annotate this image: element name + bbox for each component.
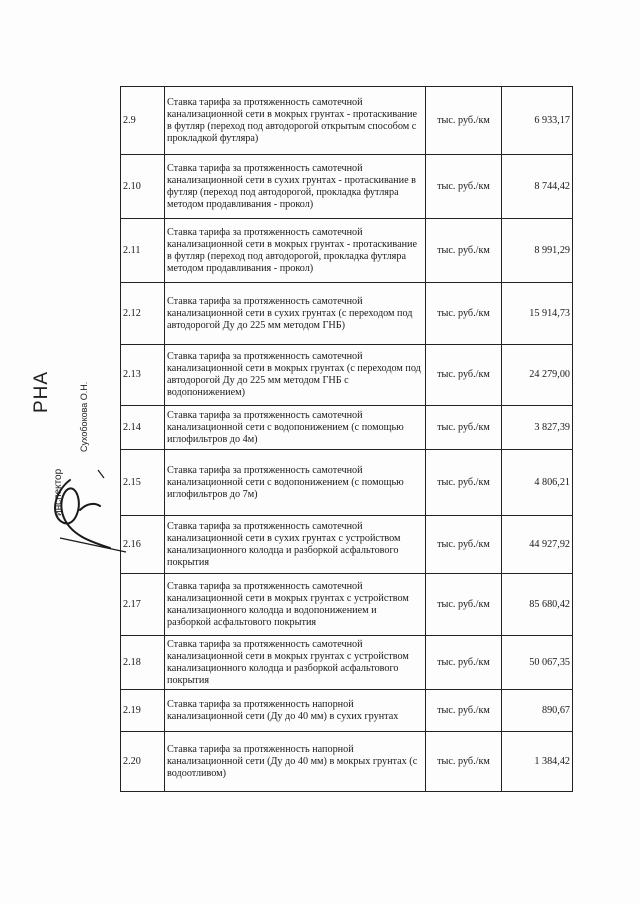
row-number: 2.14 bbox=[121, 406, 165, 450]
row-value: 50 067,35 bbox=[502, 636, 573, 690]
row-unit: тыс. руб./км bbox=[426, 516, 502, 574]
row-description: Ставка тарифа за протяженность напорной канализационной сети (Ду до 40 мм) в мокрых грунтах (с водоотливом) bbox=[165, 732, 426, 792]
row-description: Ставка тарифа за протяженность напорной канализационной сети (Ду до 40 мм) в сухих грунтах bbox=[165, 690, 426, 732]
row-number: 2.16 bbox=[121, 516, 165, 574]
row-unit: тыс. руб./км bbox=[426, 574, 502, 636]
row-unit: тыс. руб./км bbox=[426, 406, 502, 450]
row-number: 2.11 bbox=[121, 219, 165, 283]
row-value: 4 806,21 bbox=[502, 450, 573, 516]
table-row bbox=[121, 283, 573, 345]
row-value: 15 914,73 bbox=[502, 283, 573, 345]
row-value: 3 827,39 bbox=[502, 406, 573, 450]
row-number: 2.17 bbox=[121, 574, 165, 636]
table-row bbox=[121, 690, 573, 732]
row-number: 2.15 bbox=[121, 450, 165, 516]
table-row bbox=[121, 516, 573, 574]
row-number: 2.12 bbox=[121, 283, 165, 345]
row-number: 2.9 bbox=[121, 87, 165, 155]
row-unit: тыс. руб./км bbox=[426, 87, 502, 155]
row-value: 85 680,42 bbox=[502, 574, 573, 636]
row-unit: тыс. руб./км bbox=[426, 450, 502, 516]
row-number: 2.19 bbox=[121, 690, 165, 732]
row-description: Ставка тарифа за протяженность самотечной канализационной сети с водопонижением (с помощью иглофильтров до 7м) bbox=[165, 450, 426, 516]
row-value: 8 744,42 bbox=[502, 155, 573, 219]
row-value: 24 279,00 bbox=[502, 345, 573, 406]
row-number: 2.10 bbox=[121, 155, 165, 219]
table-row bbox=[121, 636, 573, 690]
stamp-inspector-text: инспектор bbox=[53, 468, 64, 516]
row-value: 8 991,29 bbox=[502, 219, 573, 283]
row-description: Ставка тарифа за протяженность самотечной канализационной сети в мокрых грунтах - протаскивание в футляр (переход под автодорогой открытым способом с прокладкой футляра) bbox=[165, 87, 426, 155]
table-row bbox=[121, 345, 573, 406]
stamp-name-text: Сухобокова О.Н. bbox=[79, 381, 89, 452]
table-row bbox=[121, 219, 573, 283]
row-description: Ставка тарифа за протяженность самотечной канализационной сети в сухих грунтах с устройством канализационного колодца и разборкой асфальтового покрытия bbox=[165, 516, 426, 574]
table-row bbox=[121, 155, 573, 219]
row-number: 2.18 bbox=[121, 636, 165, 690]
stamp-rna-text: РНА bbox=[31, 370, 52, 413]
row-number: 2.13 bbox=[121, 345, 165, 406]
row-unit: тыс. руб./км bbox=[426, 219, 502, 283]
table-row bbox=[121, 406, 573, 450]
table-row bbox=[121, 732, 573, 792]
row-unit: тыс. руб./км bbox=[426, 732, 502, 792]
row-description: Ставка тарифа за протяженность самотечной канализационной сети в мокрых грунтах - протаскивание в футляр (переход под автодорогой, прокладка футляра методом продавливания - прокол) bbox=[165, 219, 426, 283]
signature-icon bbox=[40, 440, 130, 560]
row-description: Ставка тарифа за протяженность самотечной канализационной сети в сухих грунтах - протаскивание в футляр (переход под автодорогой, прокладка футляра методом продавливания - прокол) bbox=[165, 155, 426, 219]
row-description: Ставка тарифа за протяженность самотечной канализационной сети с водопонижением (с помощью иглофильтров до 4м) bbox=[165, 406, 426, 450]
row-value: 890,67 bbox=[502, 690, 573, 732]
row-value: 6 933,17 bbox=[502, 87, 573, 155]
row-number: 2.20 bbox=[121, 732, 165, 792]
row-unit: тыс. руб./км bbox=[426, 345, 502, 406]
row-value: 1 384,42 bbox=[502, 732, 573, 792]
table-row bbox=[121, 87, 573, 155]
table-row bbox=[121, 574, 573, 636]
row-unit: тыс. руб./км bbox=[426, 155, 502, 219]
row-unit: тыс. руб./км bbox=[426, 690, 502, 732]
row-description: Ставка тарифа за протяженность самотечной канализационной сети в мокрых грунтах с устройством канализационного колодца и разборкой асфальтового покрытия bbox=[165, 636, 426, 690]
row-unit: тыс. руб./км bbox=[426, 636, 502, 690]
row-description: Ставка тарифа за протяженность самотечной канализационной сети в мокрых грунтах с устройством канализационного колодца и водопонижением и разборкой асфальтового покрытия bbox=[165, 574, 426, 636]
table-row bbox=[121, 450, 573, 516]
row-value: 44 927,92 bbox=[502, 516, 573, 574]
row-description: Ставка тарифа за протяженность самотечной канализационной сети в сухих грунтах (с переходом под автодорогой Ду до 225 мм методом ГНБ) bbox=[165, 283, 426, 345]
row-unit: тыс. руб./км bbox=[426, 283, 502, 345]
tariff-table bbox=[120, 86, 573, 792]
row-description: Ставка тарифа за протяженность самотечной канализационной сети в мокрых грунтах (с переходом под автодорогой Ду до 225 мм методом ГНБ с водопонижением) bbox=[165, 345, 426, 406]
